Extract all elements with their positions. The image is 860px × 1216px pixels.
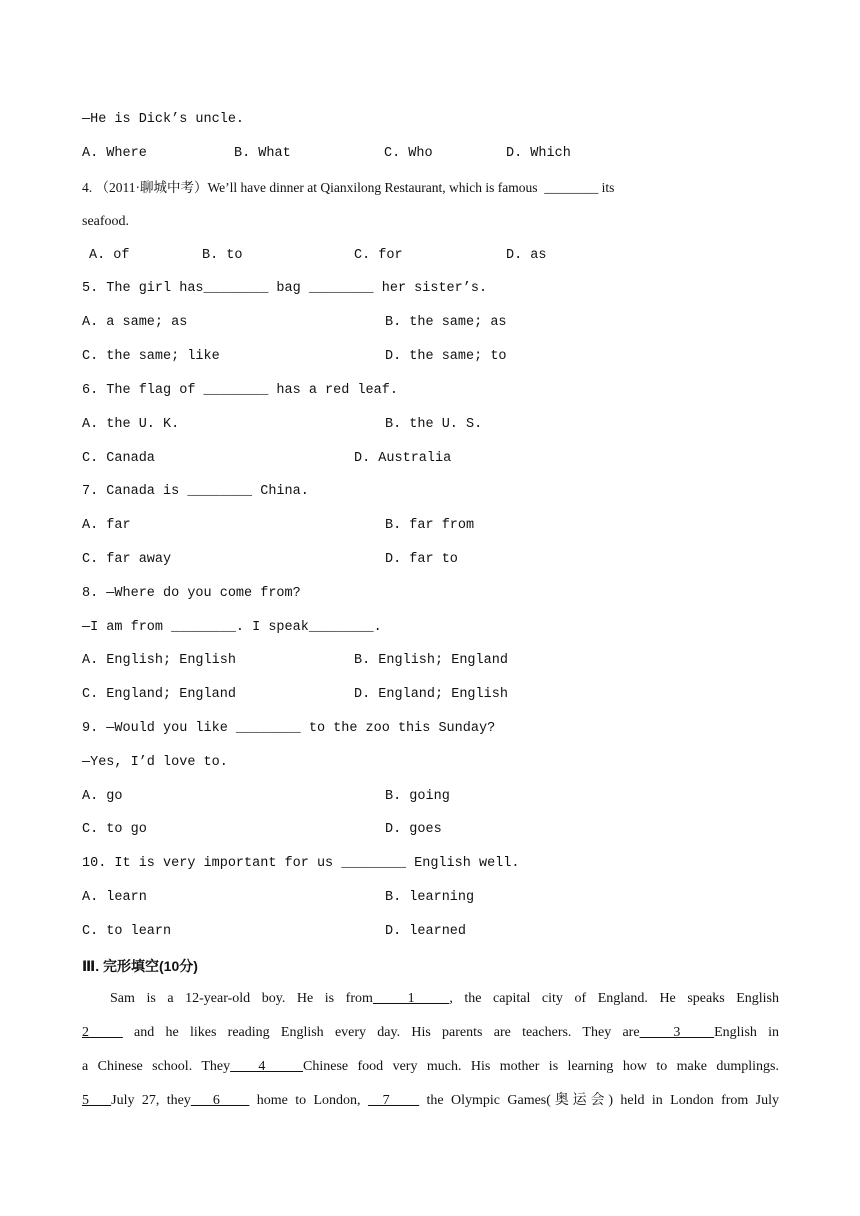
q6-option-a: A. the U. K. — [82, 417, 180, 432]
q4-stem: 4. （2011·聊城中考）We’ll have dinner at Qianxilong Restaurant, which is famous ________ its — [82, 180, 615, 195]
q10-option-c: C. to learn — [82, 924, 172, 939]
q6-stem: 6. The flag of ________ has a red leaf. — [82, 383, 398, 398]
q5-options-ab — [82, 311, 782, 335]
passage-text: English in — [714, 1025, 780, 1040]
section-heading: Ⅲ. 完形填空(10分) — [82, 958, 198, 974]
q9-stem-cont: —Yes, I’d love to. — [82, 755, 228, 770]
passage-line-3 — [82, 1055, 779, 1079]
passage-line-1 — [110, 987, 779, 1011]
passage-text: Chinese food very much. His mother is learning how to make dumplings. — [303, 1059, 780, 1074]
blank-5: 5 — [82, 1093, 112, 1108]
blank-4: 4 — [230, 1059, 303, 1074]
q8-option-d: D. England; English — [354, 687, 508, 702]
q8-options-ab — [82, 649, 782, 673]
q9-stem: 9. —Would you like ________ to the zoo this Sunday? — [82, 721, 496, 736]
q5-option-a: A. a same; as — [82, 315, 188, 330]
q4-option-d: D. as — [506, 248, 547, 263]
q9-options-ab — [82, 785, 782, 809]
q4-option-b: B. to — [202, 248, 243, 263]
q7-option-b: B. far from — [385, 518, 475, 533]
blank-7: 7 — [367, 1093, 420, 1108]
q8-option-a: A. English; English — [82, 653, 236, 668]
q5-stem: 5. The girl has________ bag ________ her sister’s. — [82, 281, 488, 296]
q9-option-a: A. go — [82, 789, 123, 804]
q5-option-d: D. the same; to — [385, 349, 507, 364]
q6-options-ab — [82, 413, 782, 437]
q10-stem: 10. It is very important for us ________ English well. — [82, 856, 520, 871]
q9-option-d: D. goes — [385, 822, 442, 837]
q10-options-cd — [82, 920, 782, 944]
q7-option-c: C. far away — [82, 552, 172, 567]
q5-option-c: C. the same; like — [82, 349, 220, 364]
blank-2: 2 — [82, 1025, 123, 1040]
passage-line-4 — [82, 1089, 779, 1113]
passage-text: , the capital city of England. He speaks English — [449, 991, 780, 1006]
q8-option-c: C. England; England — [82, 687, 236, 702]
q8-stem: 8. —Where do you come from? — [82, 586, 301, 601]
q10-option-d: D. learned — [385, 924, 467, 939]
blank-1: 1 — [372, 991, 450, 1006]
q9-option-b: B. going — [385, 789, 450, 804]
q7-option-d: D. far to — [385, 552, 458, 567]
q6-option-d: D. Australia — [354, 451, 452, 466]
q4-options — [89, 244, 789, 268]
passage-text: home to London, — [249, 1093, 368, 1108]
q8-options-cd — [82, 683, 782, 707]
q8-option-b: B. English; England — [354, 653, 508, 668]
q9-option-c: C. to go — [82, 822, 147, 837]
passage-text: the Olympic Games(奥运会) held in London from July — [419, 1093, 780, 1108]
q10-option-a: A. learn — [82, 890, 147, 905]
q3-answer-line: —He is Dick’s uncle. — [82, 112, 245, 127]
q10-options-ab — [82, 886, 782, 910]
q8-stem-cont: —I am from ________. I speak________. — [82, 620, 382, 635]
q7-options-cd — [82, 548, 782, 572]
blank-6: 6 — [190, 1093, 250, 1108]
q7-options-ab — [82, 514, 782, 538]
q9-options-cd — [82, 818, 782, 842]
passage-text: July 27, they — [111, 1093, 191, 1108]
blank-3: 3 — [639, 1025, 715, 1040]
q6-option-b: B. the U. S. — [385, 417, 483, 432]
q7-option-a: A. far — [82, 518, 131, 533]
passage-text: and he likes reading English every day. His parents are teachers. They are — [122, 1025, 640, 1040]
passage-text: a Chinese school. They — [82, 1059, 231, 1074]
q3-option-a: A. Where — [82, 146, 147, 161]
q3-option-d: D. Which — [506, 146, 571, 161]
q4-option-a: A. of — [89, 248, 130, 263]
q3-option-c: C. Who — [384, 146, 433, 161]
q4-option-c: C. for — [354, 248, 403, 263]
passage-text: Sam is a 12-year-old boy. He is from — [110, 991, 373, 1006]
passage-line-2 — [82, 1021, 779, 1045]
q3-option-b: B. What — [234, 146, 291, 161]
q4-stem-cont: seafood. — [82, 214, 130, 229]
q10-option-b: B. learning — [385, 890, 475, 905]
q5-options-cd — [82, 345, 782, 369]
q7-stem: 7. Canada is ________ China. — [82, 484, 309, 499]
q6-option-c: C. Canada — [82, 451, 155, 466]
q6-options-cd — [82, 447, 782, 471]
q5-option-b: B. the same; as — [385, 315, 507, 330]
q3-options — [82, 142, 782, 166]
